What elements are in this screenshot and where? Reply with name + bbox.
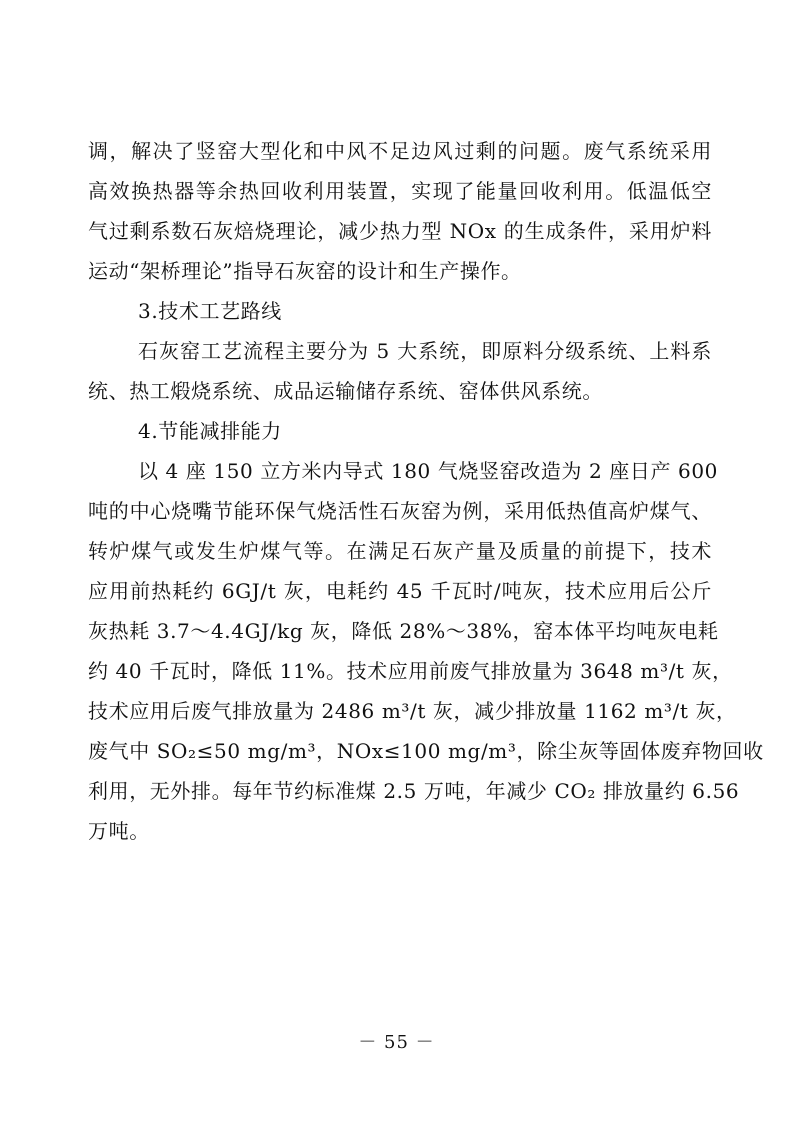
body-text-line: 转炉煤气或发生炉煤气等。在满足石灰产量及质量的前提下，技术 bbox=[88, 539, 712, 563]
body-text-line: 灰热耗 3.7～4.4GJ/kg 灰，降低 28%～38%，窑本体平均吨灰电耗 bbox=[88, 619, 719, 643]
body-text-line: 气过剩系数石灰焙烧理论，减少热力型 NOx 的生成条件，采用炉料 bbox=[88, 219, 712, 243]
body-text-line: 以 4 座 150 立方米内导式 180 气烧竖窑改造为 2 座日产 600 bbox=[138, 459, 718, 483]
body-text-line: 技术应用后废气排放量为 2486 m³/t 灰，减少排放量 1162 m³/t 灰， bbox=[88, 699, 737, 723]
body-text-line: 运动“架桥理论”指导石灰窑的设计和生产操作。 bbox=[88, 259, 522, 283]
body-text-line: 废气中 SO₂≤50 mg/m³，NOx≤100 mg/m³，除尘灰等固体废弃物回收 bbox=[88, 739, 764, 763]
body-text-line: 利用，无外排。每年节约标准煤 2.5 万吨，年减少 CO₂ 排放量约 6.56 bbox=[88, 779, 740, 803]
body-text-line: 万吨。 bbox=[88, 819, 150, 843]
body-text-line: 应用前热耗约 6GJ/t 灰，电耗约 45 千瓦时/吨灰，技术应用后公斤 bbox=[88, 579, 712, 603]
body-text-line: 石灰窑工艺流程主要分为 5 大系统，即原料分级系统、上料系 bbox=[138, 339, 712, 363]
body-text-line: 高效换热器等余热回收利用装置，实现了能量回收利用。低温低空 bbox=[88, 179, 712, 203]
body-text-line: 吨的中心烧嘴节能环保气烧活性石灰窑为例，采用低热值高炉煤气、 bbox=[88, 499, 712, 523]
page-number: － 55 － bbox=[358, 1032, 435, 1053]
section-heading: 4.节能减排能力 bbox=[138, 419, 282, 443]
body-text-line: 约 40 千瓦时，降低 11%。技术应用前废气排放量为 3648 m³/t 灰， bbox=[88, 659, 733, 683]
body-text-line: 统、热工煅烧系统、成品运输储存系统、窑体供风系统。 bbox=[88, 379, 603, 403]
section-heading: 3.技术工艺路线 bbox=[138, 299, 282, 323]
body-text-line: 调，解决了竖窑大型化和中风不足边风过剩的问题。废气系统采用 bbox=[88, 139, 712, 163]
